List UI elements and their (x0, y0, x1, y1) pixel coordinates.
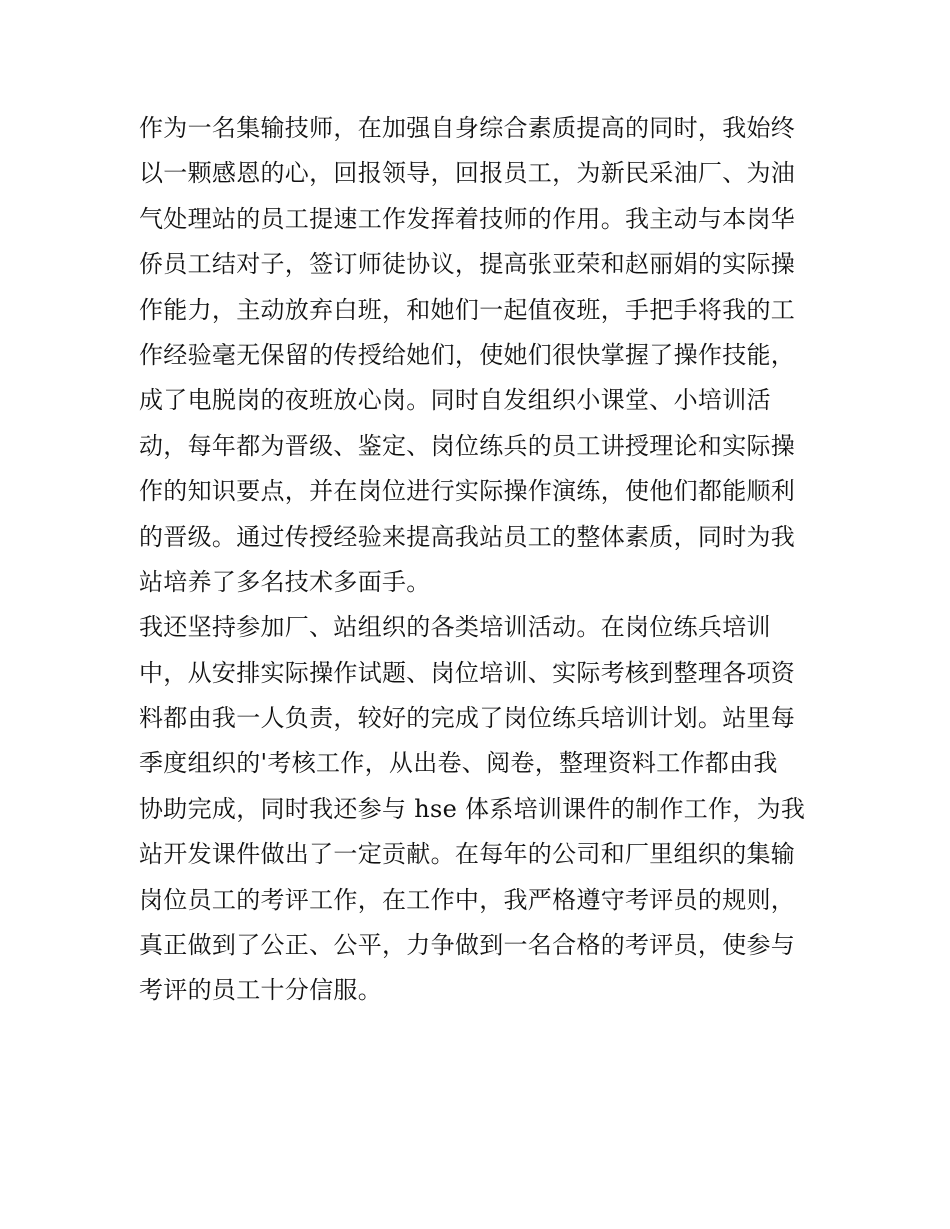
text-line: 季度组织的'考核工作，从出卷、阅卷，整理资料工作都由我 (139, 749, 778, 778)
text-line: 侨员工结对子，签订师徒协议，提高张亚荣和赵丽娟的实际操 (139, 250, 796, 279)
text-line: 作为一名集输技师，在加强自身综合素质提高的同时，我始终 (139, 114, 796, 142)
text-line: 我还坚持参加厂、站组织的各类培训活动。在岗位练兵培训 (139, 613, 771, 642)
text-line: 动，每年都为晋级、鉴定、岗位练兵的员工讲授理论和实际操 (139, 431, 796, 460)
text-line: 站培养了多名技术多面手。 (139, 567, 431, 596)
text-line: 考评的员工十分信服。 (139, 976, 382, 1005)
text-line: 料都由我一人负责，较好的完成了岗位练兵培训计划。站里每 (139, 704, 796, 733)
paragraph-2 (139, 605, 829, 1014)
text-line: 协助完成，同时我还参与 hse 体系培训课件的制作工作，为我 (139, 794, 806, 823)
text-line: 站开发课件做出了一定贡献。在每年的公司和厂里组织的集输 (139, 840, 796, 869)
text-line: 作经验毫无保留的传授给她们，使她们很快掌握了操作技能， (139, 340, 796, 369)
text-line: 作的知识要点，并在岗位进行实际操作演练，使他们都能顺利 (139, 477, 796, 506)
text-line: 气处理站的员工提速工作发挥着技师的作用。我主动与本岗华 (139, 204, 796, 233)
document-body (139, 106, 829, 1014)
text-line: 成了电脱岗的夜班放心岗。同时自发组织小课堂、小培训活 (139, 386, 771, 415)
paragraph-1 (139, 106, 829, 605)
text-line: 的晋级。通过传授经验来提高我站员工的整体素质，同时为我 (139, 522, 796, 551)
text-line: 岗位员工的考评工作，在工作中，我严格遵守考评员的规则， (139, 885, 796, 914)
text-line: 中，从安排实际操作试题、岗位培训、实际考核到整理各项资 (139, 658, 796, 687)
text-line: 以一颗感恩的心，回报领导，回报员工，为新民采油厂、为油 (139, 159, 796, 188)
text-line: 作能力，主动放弃白班，和她们一起值夜班，手把手将我的工 (139, 295, 796, 324)
text-line: 真正做到了公正、公平，力争做到一名合格的考评员，使参与 (139, 931, 796, 960)
